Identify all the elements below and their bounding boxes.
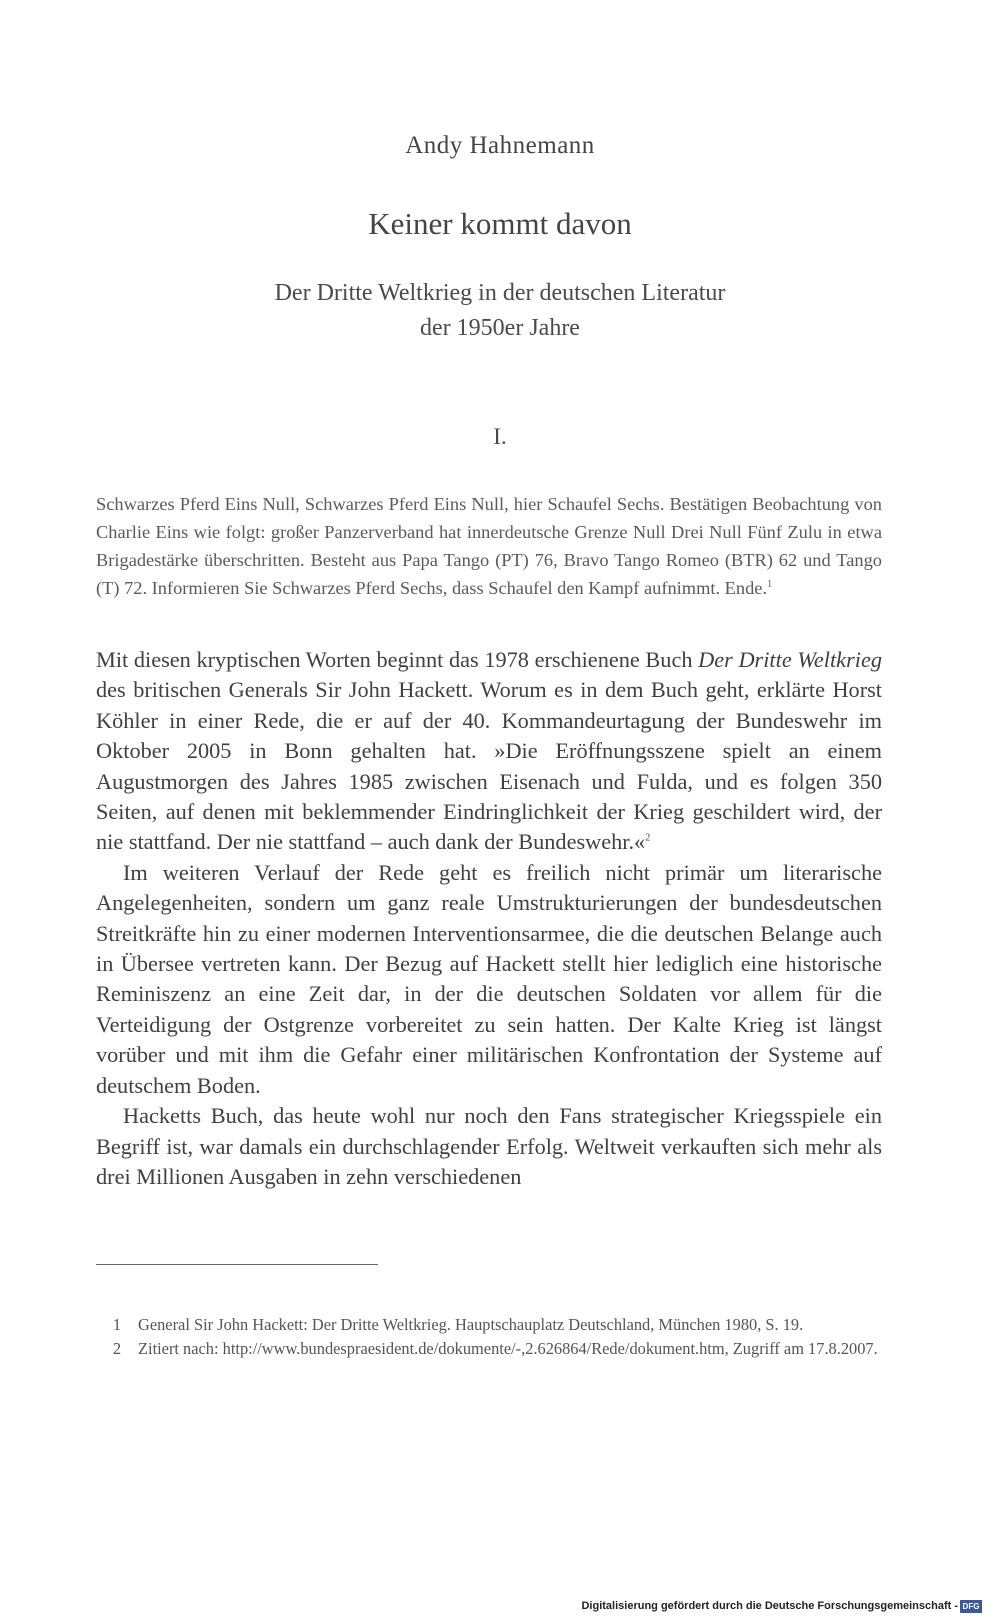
dfg-logo-icon: DFG: [960, 1600, 982, 1613]
footnote-text: Zitiert nach: http://www.bundespraesident.de/dokumente/-,2.626864/Rede/dokument.htm, Zugriff am 17.8.2007.: [138, 1339, 878, 1358]
footnotes: [96, 1313, 882, 1361]
paragraph: Im weiteren Verlauf der Rede geht es freilich nicht primär um literarische Angelegenheiten, sondern um ganz reale Umstrukturierungen der bundesdeutschen Streitkräfte hin zu einer modernen Interventionsarmee, die die deutschen Belange auch in Übersee vertreten kann. Der Bezug auf Hackett stellt hier lediglich eine historische Reminiszenz an eine Zeit dar, in der die deutschen Soldaten vor allem für die Verteidigung der Ostgrenze vorbereitet zu sein hatten. Der Kalte Krieg ist längst vorüber und mit ihm die Gefahr einer militärischen Konfrontation der Systeme auf deutschem Boden.: [96, 859, 882, 1098]
subtitle-line: Der Dritte Weltkrieg in der deutschen Literatur: [274, 280, 726, 306]
paragraph-text: des britischen Generals Sir John Hackett. Worum es in dem Buch geht, erklärte Horst Köhler in einer Rede, die er auf der 40. Kommandeurtagung der Bundeswehr im Oktober 2005 in Bonn gehalten hat. »Die Eröffnungsszene spielt an einem Augustmorgen des Jahres 1985 zwischen Eisenach und Fulda, und es folgen 350 Seiten, auf denen mit beklemmender Eindringlichkeit der Krieg geschildert wird, der nie stattfand. Der nie stattfand – auch dank der Bundeswehr.«: [96, 677, 882, 855]
subtitle-line: der 1950er Jahre: [420, 315, 580, 341]
paragraph: Hacketts Buch, das heute wohl nur noch den Fans strategischer Kriegsspiele ein Begriff ist, war damals ein durchschlagender Erfolg. Weltweit verkauften sich mehr als drei Millionen Ausgaben in zehn verschiedenen: [96, 1103, 882, 1189]
epigraph-text: Schwarzes Pferd Eins Null, Schwarzes Pferd Eins Null, hier Schaufel Sechs. Bestätigen Beobachtung von Charlie Eins wie folgt: großer Panzerverband hat innerdeutsche Grenze Null Drei Null Fünf Zulu in etwa Brigadestärke überschritten. Besteht aus Papa Tango (PT) 76, Bravo Tango Romeo (BTR) 62 und Tango (T) 72. Informieren Sie Schwarzes Pferd Sechs, dass Schaufel den Kampf aufnimmt. Ende.: [96, 494, 882, 598]
footnote-text: General Sir John Hackett: Der Dritte Weltkrieg. Hauptschauplatz Deutschland, München 1980, S. 19.: [138, 1315, 804, 1334]
section-heading: I.: [493, 424, 507, 449]
footnote-number: 1: [112, 1315, 122, 1334]
epigraph-quote: [96, 490, 882, 602]
body-text: [96, 645, 882, 1192]
footnote-divider: [96, 1264, 378, 1265]
book-title: Der Dritte Weltkrieg: [698, 647, 882, 672]
footnote: [96, 1337, 882, 1361]
article-subtitle: [0, 276, 1000, 346]
footnote-ref: 1: [767, 578, 773, 590]
footnote: [96, 1313, 882, 1337]
footnote-number: 2: [112, 1339, 122, 1358]
author-name: Andy Hahnemann: [405, 132, 595, 159]
digitization-credit: Digitalisierung gefördert durch die Deutsche Forschungsgemeinschaft -: [581, 1600, 958, 1612]
footnote-ref: 2: [645, 833, 651, 845]
paragraph: [96, 645, 882, 858]
article-title: Keiner kommt davon: [368, 206, 632, 241]
paragraph-text: Mit diesen kryptischen Worten beginnt das 1978 erschienene Buch: [96, 647, 699, 672]
